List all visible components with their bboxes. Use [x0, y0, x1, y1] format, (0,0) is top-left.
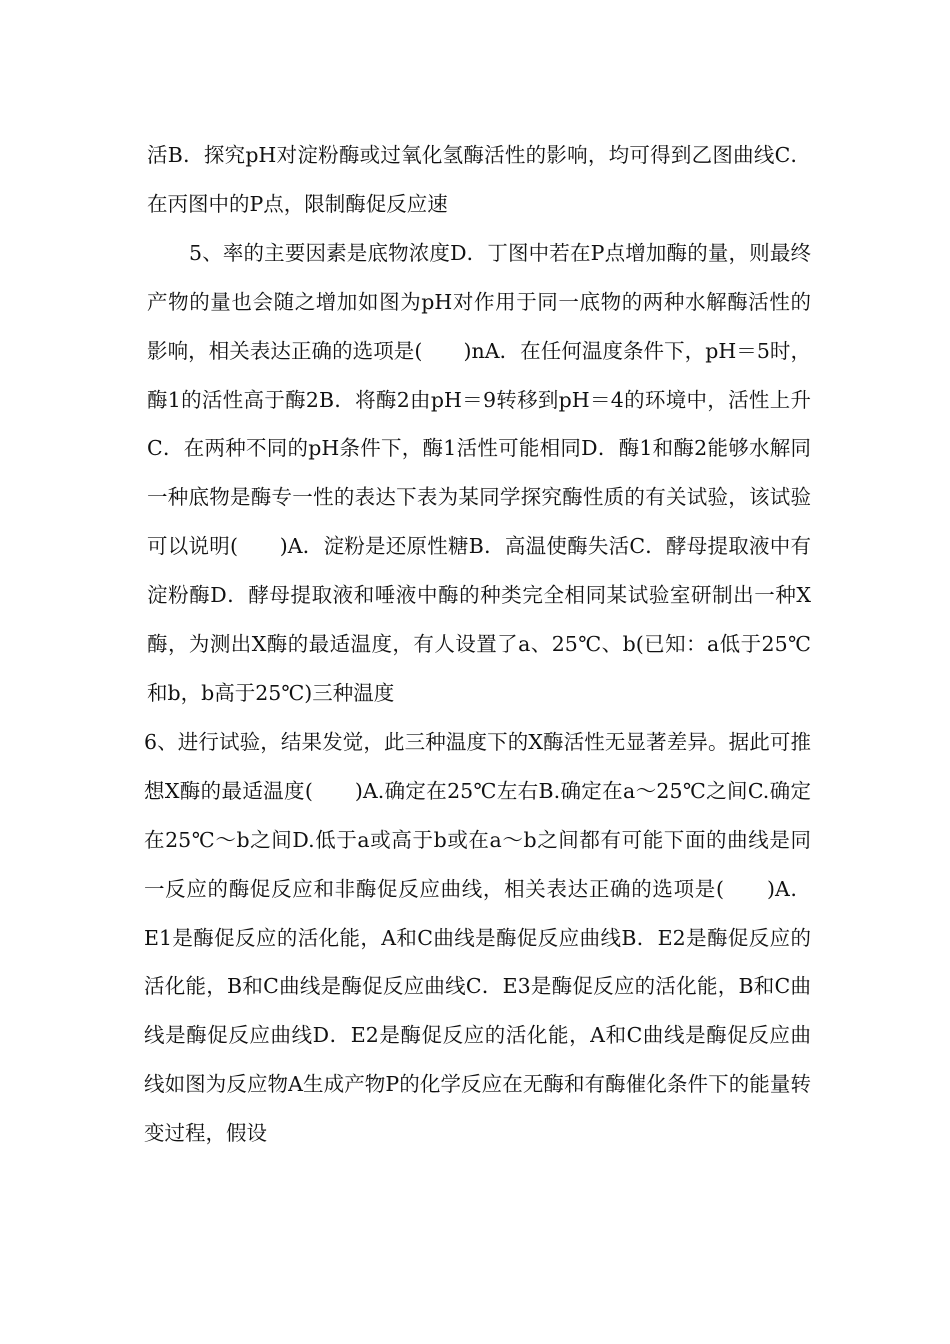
paragraph-1: 活B．探究pH对淀粉酶或过氧化氢酶活性的影响，均可得到乙图曲线C．在丙图中的P点，限制酶促反应速 — [147, 143, 811, 216]
paragraph-3: 6、进行试验，结果发觉，此三种温度下的X酶活性无显著差异。据此可推想X酶的最适温度( )A.确定在25℃左右B.确定在a～25℃之间C.确定在25℃～b之间D.低于a或高于b或在a～b之间都有可能下面的曲线是同一反应的酶促反应和非酶促反应曲线，相关表达正确的选项是( )A．E1是酶促反应的活化能，A和C曲线是酶促反应曲线B．E2是酶促反应的活化能，B和C曲线是酶促反应曲线C．E3是酶促反应的活化能，B和C曲线是酶促反应曲线D．E2是酶促反应的活化能，A和C曲线是酶促反应曲线如图为反应物A生成产物P的化学反应在无酶和有酶催化条件下的能量转变过程，假设 — [144, 729, 811, 1146]
paragraph-2: 5、率的主要因素是底物浓度D．丁图中若在P点增加酶的量，则最终产物的量也会随之增加如图为pH对作用于同一底物的两种水解酶活性的影响，相关表达正确的选项是( )nA．在任何温度条件下，pH＝5时，酶1的活性高于酶2B．将酶2由pH＝9转移到pH＝4的环境中，活性上升C．在两种不同的pH条件下，酶1活性可能相同D．酶1和酶2能够水解同一种底物是酶专一性的表达下表为某同学探究酶性质的有关试验，该试验可以说明( )A．淀粉是还原性糖B．高温使酶失活C．酵母提取液中有淀粉酶D．酵母提取液和唾液中酶的种类完全相同某试验室研制出一种X酶，为测出X酶的最适温度，有人设置了a、25℃、b(已知：a低于25℃和b，b高于25℃)三种温度 — [147, 240, 811, 705]
document-body — [144, 131, 811, 1158]
